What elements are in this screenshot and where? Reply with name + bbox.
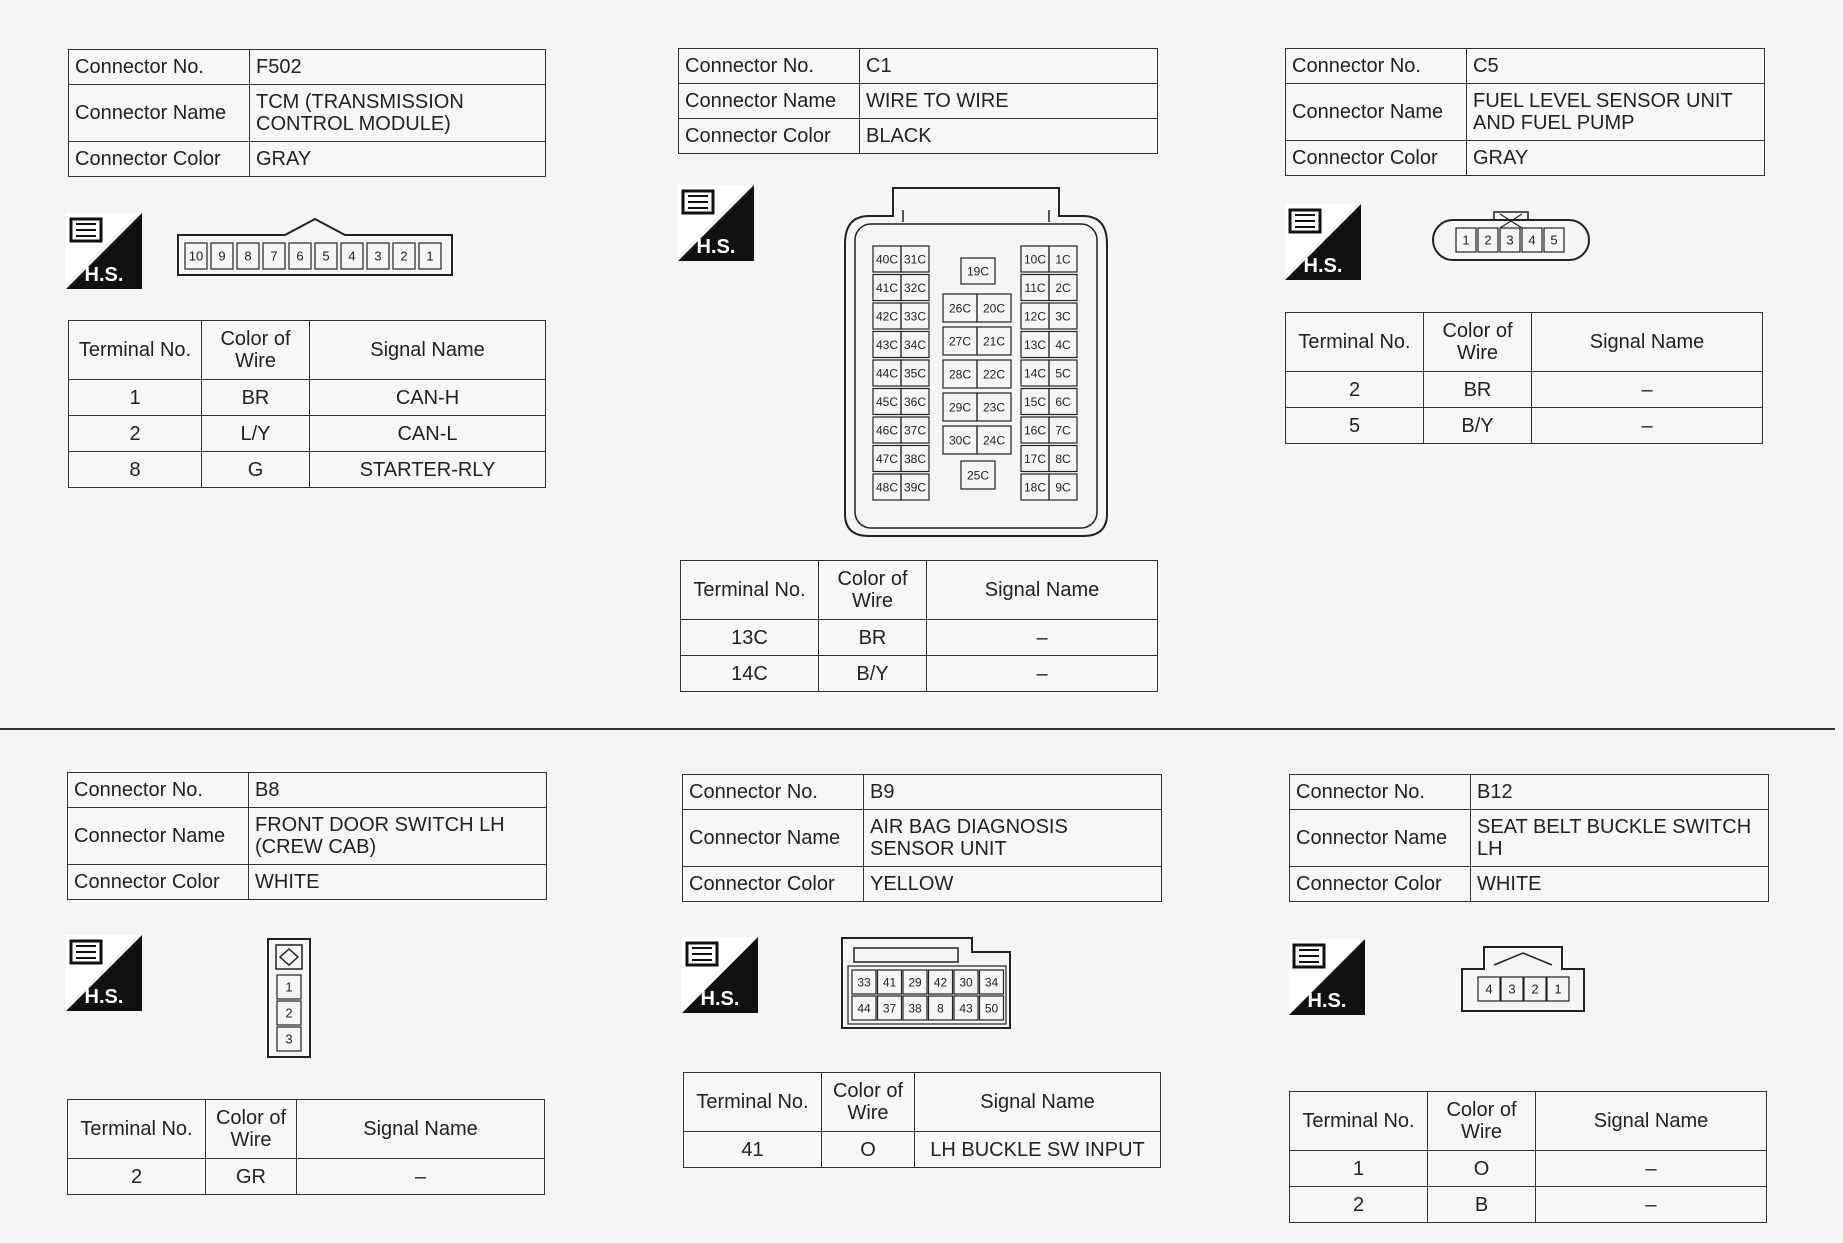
connector-color-label: Connector Color	[69, 142, 250, 177]
connector-face-c1	[843, 184, 1109, 540]
pin-label: 2	[1484, 232, 1492, 248]
pin-label: 44C	[875, 366, 899, 381]
terminal-cell: 2	[1290, 1187, 1428, 1223]
pin-label: 4	[1485, 981, 1493, 997]
wire-cell: O	[822, 1132, 915, 1168]
connector-b12	[1289, 774, 1769, 902]
pin-label: 45C	[875, 395, 899, 409]
connector-name-label: Connector Name	[69, 85, 250, 142]
connector-face-b9	[840, 936, 1012, 1030]
wire-color-header: Color of Wire	[1428, 1092, 1536, 1151]
terminal-table-b12	[1289, 1091, 1767, 1223]
pin-label: 19C	[966, 264, 990, 279]
connector-face-f502	[175, 215, 455, 279]
connector-no-value: B9	[864, 775, 1162, 810]
pin-label: 13C	[1023, 338, 1047, 352]
signal-cell: –	[297, 1159, 545, 1195]
terminal-table	[680, 560, 1158, 692]
connector-name-label: Connector Name	[1286, 84, 1467, 141]
pin-label: 30	[959, 975, 973, 990]
pin-label: 8C	[1055, 452, 1071, 466]
hs-label: H.S.	[84, 986, 124, 1008]
pin-label: 5	[322, 248, 330, 264]
connector-no-label: Connector No.	[683, 775, 864, 810]
terminal-table-b9	[683, 1072, 1161, 1168]
connector-no-label: Connector No.	[679, 49, 860, 84]
connector-info-table	[678, 48, 1158, 154]
signal-cell: STARTER-RLY	[310, 452, 546, 488]
terminal-table	[1289, 1091, 1767, 1223]
pin-label: 21C	[982, 334, 1006, 349]
pin-label: 41C	[875, 281, 899, 295]
terminal-cell: 2	[68, 1159, 206, 1195]
terminal-cell: 1	[69, 380, 202, 416]
harness-side-icon	[678, 185, 754, 261]
pin-label: 39C	[903, 480, 927, 495]
pin-label: 4	[1528, 232, 1536, 248]
signal-cell: –	[927, 656, 1158, 692]
wire-cell: G	[202, 452, 310, 488]
connector-color-value: GRAY	[1467, 141, 1765, 176]
pin-label: 17C	[1023, 452, 1047, 466]
harness-side-icon	[682, 937, 758, 1013]
pin-label: 5C	[1055, 366, 1071, 381]
hs-label: H.S.	[700, 988, 740, 1010]
connector-c1	[678, 48, 1158, 154]
pin-label: 9C	[1055, 480, 1071, 495]
pin-label: 38	[908, 1001, 922, 1016]
pin-label: 43	[959, 1001, 973, 1016]
pin-label: 31C	[903, 252, 927, 267]
pin-label: 16C	[1023, 423, 1047, 438]
pin-label: 26C	[948, 301, 972, 316]
pin-label: 42	[933, 975, 948, 990]
connector-face-c5	[1430, 206, 1592, 266]
pin-label: 1	[1462, 232, 1470, 248]
pin-label: 9	[218, 248, 226, 264]
terminal-cell: 2	[69, 416, 202, 452]
connector-color-label: Connector Color	[683, 867, 864, 902]
pin-label: 3	[374, 248, 382, 264]
terminal-no-header: Terminal No.	[684, 1073, 822, 1132]
pin-label: 23C	[982, 400, 1006, 415]
pin-label: 34	[984, 975, 999, 990]
wire-cell: GR	[206, 1159, 297, 1195]
connector-no-label: Connector No.	[1286, 49, 1467, 84]
pin-label: 3C	[1055, 309, 1071, 324]
signal-cell: CAN-H	[310, 380, 546, 416]
pin-label: 34C	[903, 338, 927, 352]
wire-cell: B	[1428, 1187, 1536, 1223]
connector-info-table	[1285, 48, 1765, 176]
pin-label: 44	[857, 1001, 871, 1016]
pin-label: 15C	[1023, 395, 1047, 409]
signal-cell: –	[1532, 372, 1763, 408]
pin-label: 33	[857, 975, 871, 990]
wire-color-header: Color of Wire	[206, 1100, 297, 1159]
pin-label: 6C	[1055, 395, 1071, 409]
hs-label: H.S.	[696, 236, 736, 258]
connector-color-label: Connector Color	[68, 865, 249, 900]
terminal-table-c5	[1285, 312, 1763, 444]
pin-label: 28C	[948, 367, 972, 382]
connector-name-value: FUEL LEVEL SENSOR UNIT AND FUEL PUMP	[1467, 84, 1765, 141]
pin-label: 6	[296, 248, 304, 264]
pin-label: 4	[348, 248, 356, 264]
pin-label: 42C	[875, 309, 899, 324]
wire-cell: BR	[202, 380, 310, 416]
pin-label: 11C	[1024, 281, 1046, 295]
wire-cell: B/Y	[1424, 408, 1532, 444]
pin-label: 10	[188, 248, 204, 264]
signal-name-header: Signal Name	[915, 1073, 1161, 1132]
signal-cell: –	[1536, 1187, 1767, 1223]
connector-color-value: YELLOW	[864, 867, 1162, 902]
pin-label: 3	[1506, 232, 1514, 248]
terminal-no-header: Terminal No.	[69, 321, 202, 380]
connector-info-table	[67, 772, 547, 900]
terminal-table	[1285, 312, 1763, 444]
connector-no-value: B12	[1471, 775, 1769, 810]
connector-b8	[67, 772, 547, 900]
pin-label: 7C	[1055, 423, 1071, 438]
connector-f502	[68, 49, 546, 177]
terminal-cell: 41	[684, 1132, 822, 1168]
hs-label: H.S.	[1307, 990, 1347, 1012]
connector-color-value: WHITE	[249, 865, 547, 900]
pin-label: 24C	[982, 433, 1006, 448]
pin-label: 25C	[966, 468, 990, 483]
pin-label: 29C	[948, 400, 972, 415]
terminal-cell: 5	[1286, 408, 1424, 444]
connector-info-table	[68, 49, 546, 177]
signal-cell: –	[927, 620, 1158, 656]
hs-label: H.S.	[1303, 255, 1343, 277]
connector-name-label: Connector Name	[679, 84, 860, 119]
wire-cell: BR	[819, 620, 927, 656]
pin-label: 37C	[903, 423, 927, 438]
connector-color-value: WHITE	[1471, 867, 1769, 902]
signal-name-header: Signal Name	[927, 561, 1158, 620]
connector-no-value: C5	[1467, 49, 1765, 84]
signal-name-header: Signal Name	[297, 1100, 545, 1159]
terminal-no-header: Terminal No.	[1286, 313, 1424, 372]
terminal-cell: 1	[1290, 1151, 1428, 1187]
terminal-cell: 2	[1286, 372, 1424, 408]
terminal-cell: 14C	[681, 656, 819, 692]
signal-name-header: Signal Name	[1536, 1092, 1767, 1151]
terminal-no-header: Terminal No.	[1290, 1092, 1428, 1151]
pin-label: 22C	[982, 367, 1006, 382]
terminal-table	[67, 1099, 545, 1195]
connector-name-value: SEAT BELT BUCKLE SWITCH LH	[1471, 810, 1769, 867]
connector-info-table	[682, 774, 1162, 902]
connector-color-label: Connector Color	[1290, 867, 1471, 902]
pin-label: 5	[1550, 232, 1558, 248]
terminal-table	[683, 1072, 1161, 1168]
connector-name-value: TCM (TRANSMISSION CONTROL MODULE)	[250, 85, 546, 142]
connector-color-value: BLACK	[860, 119, 1158, 154]
pin-label: 40C	[875, 252, 899, 267]
pin-label: 33C	[903, 309, 927, 324]
connector-info-table	[1289, 774, 1769, 902]
pin-label: 48C	[875, 480, 899, 495]
wire-cell: O	[1428, 1151, 1536, 1187]
pin-label: 2	[1531, 981, 1539, 997]
connector-face-b12	[1460, 943, 1586, 1013]
connector-name-label: Connector Name	[683, 810, 864, 867]
terminal-table-b8	[67, 1099, 545, 1195]
wire-color-header: Color of Wire	[1424, 313, 1532, 372]
wire-cell: B/Y	[819, 656, 927, 692]
connector-name-value: FRONT DOOR SWITCH LH (CREW CAB)	[249, 808, 547, 865]
pin-label: 36C	[903, 395, 927, 409]
pin-label: 50	[984, 1001, 999, 1016]
pin-label: 2C	[1055, 281, 1071, 295]
signal-cell: –	[1536, 1151, 1767, 1187]
connector-name-label: Connector Name	[1290, 810, 1471, 867]
wire-color-header: Color of Wire	[822, 1073, 915, 1132]
pin-label: 1	[285, 979, 293, 995]
connector-no-value: F502	[250, 50, 546, 85]
pin-label: 18C	[1023, 480, 1047, 495]
connector-face-b8	[266, 937, 312, 1059]
terminal-table	[68, 320, 546, 488]
section-divider	[0, 728, 1835, 730]
connector-no-label: Connector No.	[68, 773, 249, 808]
harness-side-icon	[66, 213, 142, 289]
harness-side-icon	[1289, 939, 1365, 1015]
signal-cell: LH BUCKLE SW INPUT	[915, 1132, 1161, 1168]
signal-cell: CAN-L	[310, 416, 546, 452]
pin-label: 8	[937, 1001, 944, 1016]
signal-cell: –	[1532, 408, 1763, 444]
terminal-table-f502	[68, 320, 546, 488]
wire-cell: BR	[1424, 372, 1532, 408]
wire-color-header: Color of Wire	[819, 561, 927, 620]
pin-label: 20C	[982, 301, 1006, 316]
connector-name-label: Connector Name	[68, 808, 249, 865]
connector-no-label: Connector No.	[1290, 775, 1471, 810]
terminal-table-c1	[680, 560, 1158, 692]
pin-label: 37	[882, 1001, 897, 1016]
pin-label: 38C	[903, 452, 927, 466]
wire-color-header: Color of Wire	[202, 321, 310, 380]
pin-label: 47C	[875, 452, 899, 466]
pin-label: 46C	[875, 423, 899, 438]
connector-no-label: Connector No.	[69, 50, 250, 85]
connector-no-value: C1	[860, 49, 1158, 84]
pin-label: 1C	[1055, 252, 1071, 267]
pin-label: 4C	[1055, 338, 1071, 352]
connector-name-value: AIR BAG DIAGNOSIS SENSOR UNIT	[864, 810, 1162, 867]
hs-label: H.S.	[84, 264, 124, 286]
pin-label: 1	[426, 248, 434, 264]
pin-label: 27C	[948, 334, 972, 349]
pin-label: 3	[1508, 981, 1516, 997]
pin-label: 12C	[1023, 309, 1047, 324]
connector-b9	[682, 774, 1162, 902]
pin-label: 1	[1554, 981, 1562, 997]
pin-label: 10C	[1023, 252, 1047, 267]
connector-color-label: Connector Color	[679, 119, 860, 154]
pin-label: 41	[882, 975, 897, 990]
pin-label: 2	[400, 248, 408, 264]
pin-label: 3	[285, 1031, 293, 1047]
wire-cell: L/Y	[202, 416, 310, 452]
connector-color-label: Connector Color	[1286, 141, 1467, 176]
pin-label: 43C	[875, 338, 899, 352]
harness-side-icon	[1285, 204, 1361, 280]
pin-label: 7	[270, 248, 278, 264]
pin-label: 14C	[1023, 366, 1047, 381]
terminal-no-header: Terminal No.	[68, 1100, 206, 1159]
pin-label: 2	[285, 1005, 293, 1021]
connector-c5	[1285, 48, 1765, 176]
terminal-cell: 8	[69, 452, 202, 488]
signal-name-header: Signal Name	[310, 321, 546, 380]
connector-name-value: WIRE TO WIRE	[860, 84, 1158, 119]
connector-no-value: B8	[249, 773, 547, 808]
terminal-no-header: Terminal No.	[681, 561, 819, 620]
pin-label: 29	[908, 975, 922, 990]
harness-side-icon	[66, 935, 142, 1011]
pin-label: 32C	[903, 281, 927, 295]
terminal-cell: 13C	[681, 620, 819, 656]
pin-label: 8	[244, 248, 252, 264]
pin-label: 30C	[948, 433, 972, 448]
signal-name-header: Signal Name	[1532, 313, 1763, 372]
pin-label: 35C	[903, 366, 927, 381]
connector-color-value: GRAY	[250, 142, 546, 177]
